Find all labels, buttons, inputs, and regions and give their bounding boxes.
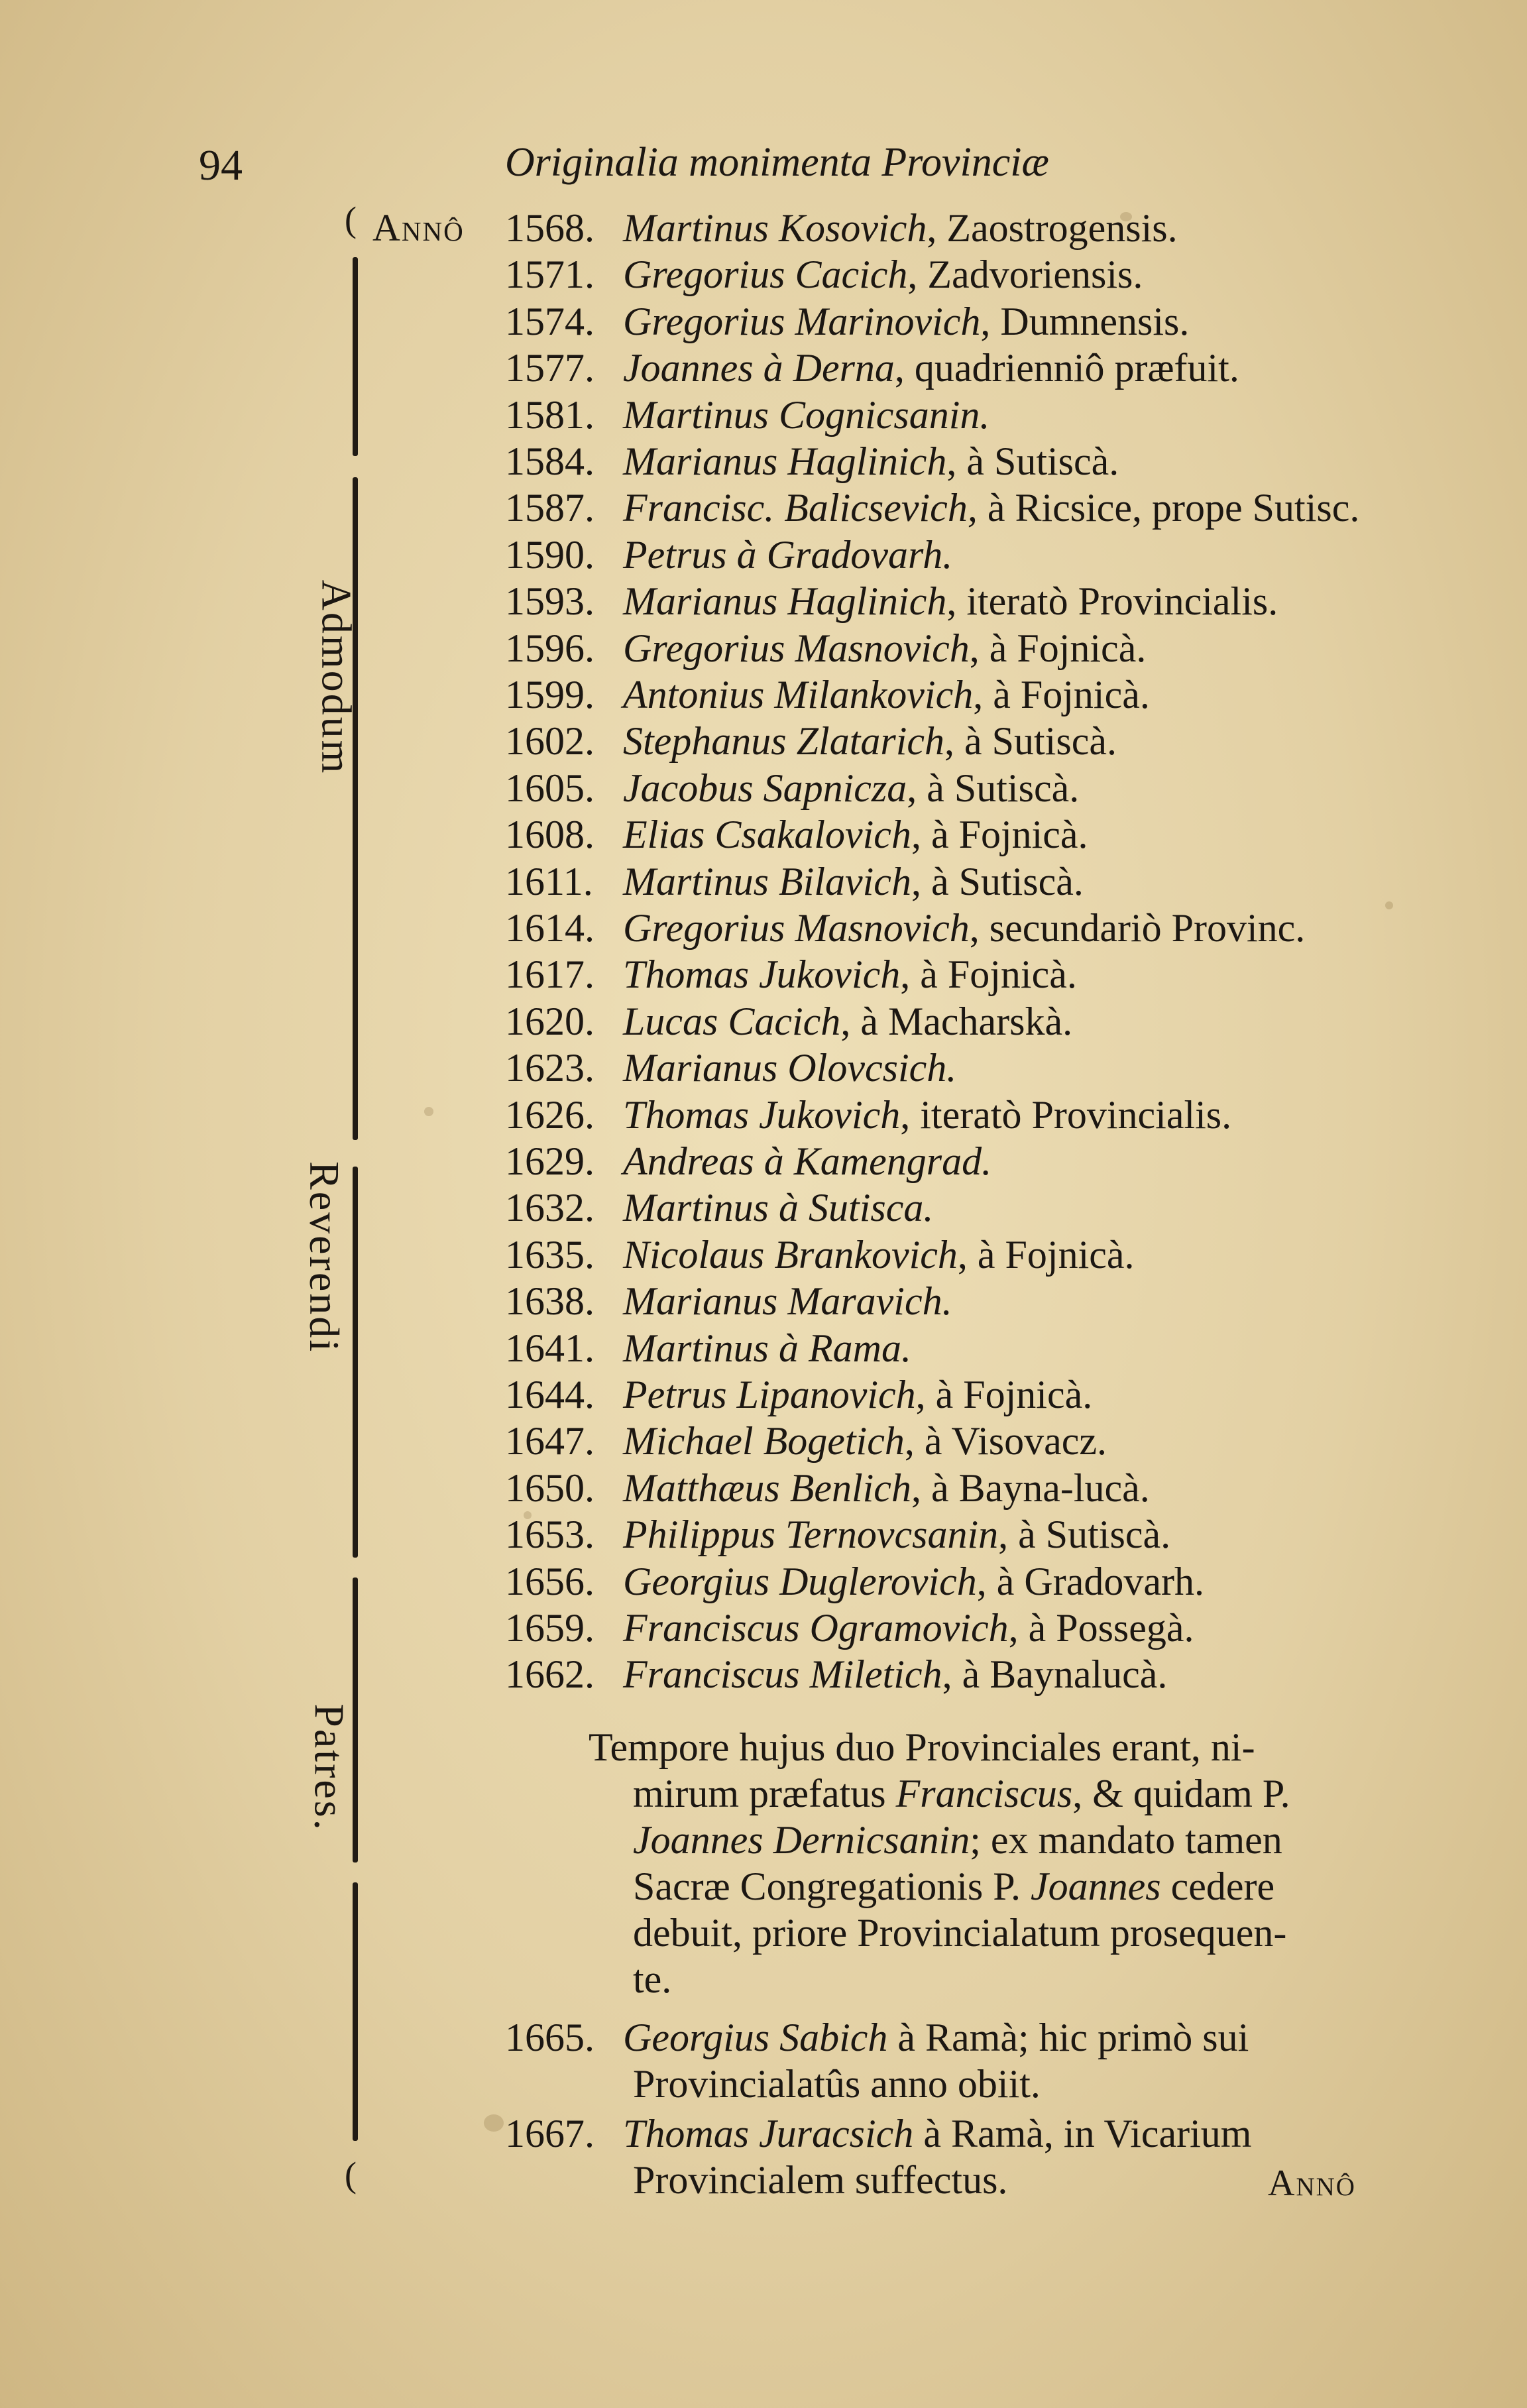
- entry-name: Martinus à Sutisca.: [623, 1186, 934, 1230]
- side-label-admodum: Admodum: [313, 579, 361, 775]
- entry-name: Petrus Lipanovich: [623, 1373, 916, 1416]
- entry-row: [505, 812, 1088, 858]
- entry-year: 1614.: [505, 906, 594, 950]
- entry-row: [505, 1139, 991, 1185]
- entry-detail: , à Bayna-lucà.: [911, 1466, 1150, 1510]
- entry-row: [505, 766, 1079, 812]
- entry-detail: , à Sutiscà.: [946, 439, 1119, 483]
- entry-name: Martinus Kosovich: [623, 206, 927, 250]
- entry-row: [505, 1045, 956, 1092]
- entry-name: Thomas Jukovich: [623, 952, 901, 996]
- entry-row: [505, 2015, 1249, 2061]
- foxing-spot: [1385, 901, 1393, 909]
- entry-detail: , à Gradovarh.: [976, 1560, 1204, 1603]
- anno-lead: Annô: [372, 206, 465, 249]
- foxing-spot: [1120, 212, 1132, 221]
- entry-name: Georgius Duglerovich: [623, 1560, 977, 1603]
- foxing-spot: [524, 1511, 532, 1519]
- entry-row: [505, 672, 1150, 718]
- note-text: ; ex mandato tamen: [970, 1818, 1282, 1862]
- entry-detail: , à Baynalucà.: [942, 1652, 1168, 1696]
- entry-row: [505, 1279, 952, 1325]
- entry-row: [505, 718, 1117, 765]
- entry-row: [505, 345, 1239, 392]
- entry-row: [505, 205, 1178, 252]
- entry-detail: , secundariò Provinc.: [969, 906, 1306, 950]
- entry-row: [505, 1559, 1204, 1605]
- entry-name: Gregorius Masnovich: [623, 906, 970, 950]
- bracket-segment: [353, 477, 358, 1140]
- entry-year: 1587.: [505, 486, 594, 530]
- note-name: Joannes: [1030, 1864, 1161, 1908]
- entry-name: Michael Bogetich: [623, 1419, 905, 1463]
- running-head: Originalia monimenta Provinciæ: [505, 140, 1049, 185]
- entry-detail: , à Fojnicà.: [969, 626, 1147, 670]
- entry-year: 1568.: [505, 206, 594, 250]
- entry-name: Andreas à Kamengrad.: [623, 1139, 992, 1183]
- note-name: Franciscus: [895, 1772, 1073, 1815]
- note-text: te.: [633, 1957, 672, 2001]
- entry-year: 1596.: [505, 626, 594, 670]
- note-line: [633, 1817, 1282, 1863]
- entry-name: Martinus Bilavich: [623, 860, 911, 903]
- entry-name: Gregorius Cacich: [623, 253, 908, 296]
- entry-row: [505, 999, 1072, 1045]
- entry-detail: à Ramà, in Vicarium: [913, 2112, 1252, 2155]
- entry-detail: , à Fojnicà.: [915, 1373, 1093, 1416]
- note-line: [633, 1957, 671, 2002]
- entry-year: 1611.: [505, 860, 593, 903]
- entry-year: 1605.: [505, 766, 594, 810]
- entry-name: Stephanus Zlatarich: [623, 719, 945, 763]
- entry-name: Martinus Cognicsanin.: [623, 393, 990, 437]
- entry-row: [505, 252, 1143, 298]
- note-name: Joannes Dernicsanin: [633, 1818, 970, 1862]
- bracket-top-cap: (: [345, 200, 357, 239]
- entry-name: Jacobus Sapnicza: [623, 766, 907, 810]
- entry-name: Thomas Jukovich: [623, 1093, 901, 1137]
- entry-year: 1656.: [505, 1560, 594, 1603]
- note-line: [589, 1725, 1255, 1770]
- entry-row: [505, 1092, 1231, 1139]
- entry-detail: , à Fojnicà.: [900, 952, 1077, 996]
- entry-detail: , à Visovacz.: [904, 1419, 1107, 1463]
- entry-row: [505, 1652, 1167, 1698]
- entry-continuation: Provincialem suffectus.: [633, 2158, 1008, 2202]
- entry-year: 1632.: [505, 1186, 594, 1230]
- entry-year: 1665.: [505, 2016, 594, 2059]
- bracket-segment: [353, 1882, 358, 2141]
- entry-year: 1635.: [505, 1233, 594, 1277]
- entry-name: Philippus Ternovcsanin: [623, 1513, 999, 1556]
- entry-name: Franciscus Miletich: [623, 1652, 942, 1696]
- entry-name: Georgius Sabich: [623, 2016, 888, 2059]
- entry-row: [505, 1185, 933, 1232]
- entry-detail: , à Sutiscà.: [907, 766, 1080, 810]
- entry-row: [505, 392, 990, 439]
- entry-row: [505, 859, 1084, 905]
- side-label-patres: Patres.: [306, 1703, 353, 1832]
- entry-detail: , quadrienniô præfuit.: [894, 346, 1239, 390]
- side-label-reverendi: Reverendi: [301, 1161, 348, 1353]
- entry-detail: , Zadvoriensis.: [907, 253, 1143, 296]
- entry-name: Antonius Milankovich: [623, 673, 974, 717]
- entry-detail: , à Sutiscà.: [911, 860, 1084, 903]
- entry-row: [505, 905, 1305, 952]
- entry-row: [505, 1418, 1107, 1465]
- bracket-segment: [353, 257, 358, 456]
- entry-detail: à Ramà; hic primò sui: [887, 2016, 1249, 2059]
- note-text: debuit, priore Provincialatum prosequen-: [633, 1911, 1287, 1955]
- entry-name: Francisc. Balicsevich,: [623, 486, 978, 530]
- entry-detail: , Zaostrogensis.: [927, 206, 1178, 250]
- entry-row: [505, 2111, 1251, 2157]
- entry-name: Marianus Olovcsich.: [623, 1046, 957, 1090]
- entry-row: [505, 1326, 911, 1372]
- entry-year: 1638.: [505, 1279, 594, 1323]
- entry-row: [505, 1512, 1170, 1558]
- entry-detail: , à Fojnicà.: [911, 813, 1088, 856]
- entry-year: 1593.: [505, 579, 594, 623]
- note-text: cedere: [1160, 1864, 1275, 1908]
- entry-year: 1659.: [505, 1606, 594, 1650]
- entry-year: 1617.: [505, 952, 594, 996]
- entry-name: Joannes à Derna: [623, 346, 895, 390]
- entry-detail: à Ricsice, prope Sutisc.: [977, 486, 1360, 530]
- entry-year: 1571.: [505, 253, 594, 296]
- entry-detail: , iteratò Provincialis.: [946, 579, 1278, 623]
- catchword: Annô: [1268, 2163, 1356, 2204]
- entry-year: 1599.: [505, 673, 594, 717]
- entry-row: [505, 299, 1189, 345]
- entry-year: 1584.: [505, 439, 594, 483]
- entry-detail: , à Sutiscà.: [998, 1513, 1171, 1556]
- entry-year: 1626.: [505, 1093, 594, 1137]
- note-line: [633, 1771, 1290, 1817]
- entry-row: [505, 1465, 1150, 1512]
- entry-name: Marianus Maravich.: [623, 1279, 952, 1323]
- entry-year: 1650.: [505, 1466, 594, 1510]
- entry-detail: , à Fojnicà.: [957, 1233, 1135, 1277]
- entry-row: [505, 1372, 1092, 1418]
- entry-name: Petrus à Gradovarh.: [623, 533, 953, 577]
- entry-year: 1653.: [505, 1513, 594, 1556]
- entry-name: Martinus à Rama.: [623, 1326, 911, 1370]
- entry-row: [505, 1232, 1135, 1279]
- entry-year: 1620.: [505, 1000, 594, 1043]
- entry-row: [505, 579, 1278, 625]
- foxing-spot: [484, 2114, 504, 2132]
- entry-detail: , à Macharskà.: [840, 1000, 1073, 1043]
- entry-detail: , à Sutiscà.: [944, 719, 1117, 763]
- entry-row: [505, 1605, 1194, 1652]
- entry-row: [505, 626, 1146, 672]
- note-text: mirum præfatus: [633, 1772, 896, 1815]
- entry-name: Gregorius Masnovich: [623, 626, 970, 670]
- entry-row: [505, 439, 1119, 485]
- note-line: [633, 1910, 1286, 1956]
- entry-year: 1623.: [505, 1046, 594, 1090]
- entry-continuation: Provincialatûs anno obiit.: [633, 2062, 1041, 2106]
- entry-year: 1667.: [505, 2112, 594, 2155]
- entry-year: 1574.: [505, 300, 594, 343]
- foxing-spot: [424, 1107, 433, 1116]
- bracket-segment: [353, 1167, 358, 1558]
- bracket-bottom-cap: (: [345, 2155, 357, 2195]
- note-line: [633, 1864, 1274, 1910]
- entry-name: Marianus Haglinich: [623, 439, 947, 483]
- entry-name: Lucas Cacich: [623, 1000, 841, 1043]
- entry-row: [505, 532, 952, 579]
- entry-detail: , iteratò Provincialis.: [900, 1093, 1232, 1137]
- page-number: 94: [199, 141, 243, 190]
- note-text: , & quidam P.: [1072, 1772, 1290, 1815]
- entry-name: Nicolaus Brankovich: [623, 1233, 958, 1277]
- entry-year: 1641.: [505, 1326, 594, 1370]
- entry-year: 1647.: [505, 1419, 594, 1463]
- entry-year: 1644.: [505, 1373, 594, 1416]
- note-text: Sacræ Congregationis P.: [633, 1864, 1031, 1908]
- entry-year: 1662.: [505, 1652, 594, 1696]
- entry-year: 1608.: [505, 813, 594, 856]
- entry-row: [505, 485, 1359, 532]
- entry-row: [505, 952, 1077, 998]
- entry-name: Marianus Haglinich: [623, 579, 947, 623]
- entry-name: Elias Csakalovich: [623, 813, 911, 856]
- entry-year: 1590.: [505, 533, 594, 577]
- note-text: Tempore hujus duo Provinciales erant, ni-: [589, 1725, 1255, 1769]
- entry-year: 1629.: [505, 1139, 594, 1183]
- entry-name: Franciscus Ogramovich: [623, 1606, 1009, 1650]
- entry-detail: , à Possegà.: [1008, 1606, 1194, 1650]
- entry-name: Thomas Juracsich: [623, 2112, 914, 2155]
- entry-year: 1577.: [505, 346, 594, 390]
- entry-year: 1581.: [505, 393, 594, 437]
- entry-detail: , à Fojnicà.: [973, 673, 1150, 717]
- entry-name: Matthæus Benlich: [623, 1466, 911, 1510]
- entry-name: Gregorius Marinovich: [623, 300, 981, 343]
- entry-year: 1602.: [505, 719, 594, 763]
- entry-detail: , Dumnensis.: [980, 300, 1190, 343]
